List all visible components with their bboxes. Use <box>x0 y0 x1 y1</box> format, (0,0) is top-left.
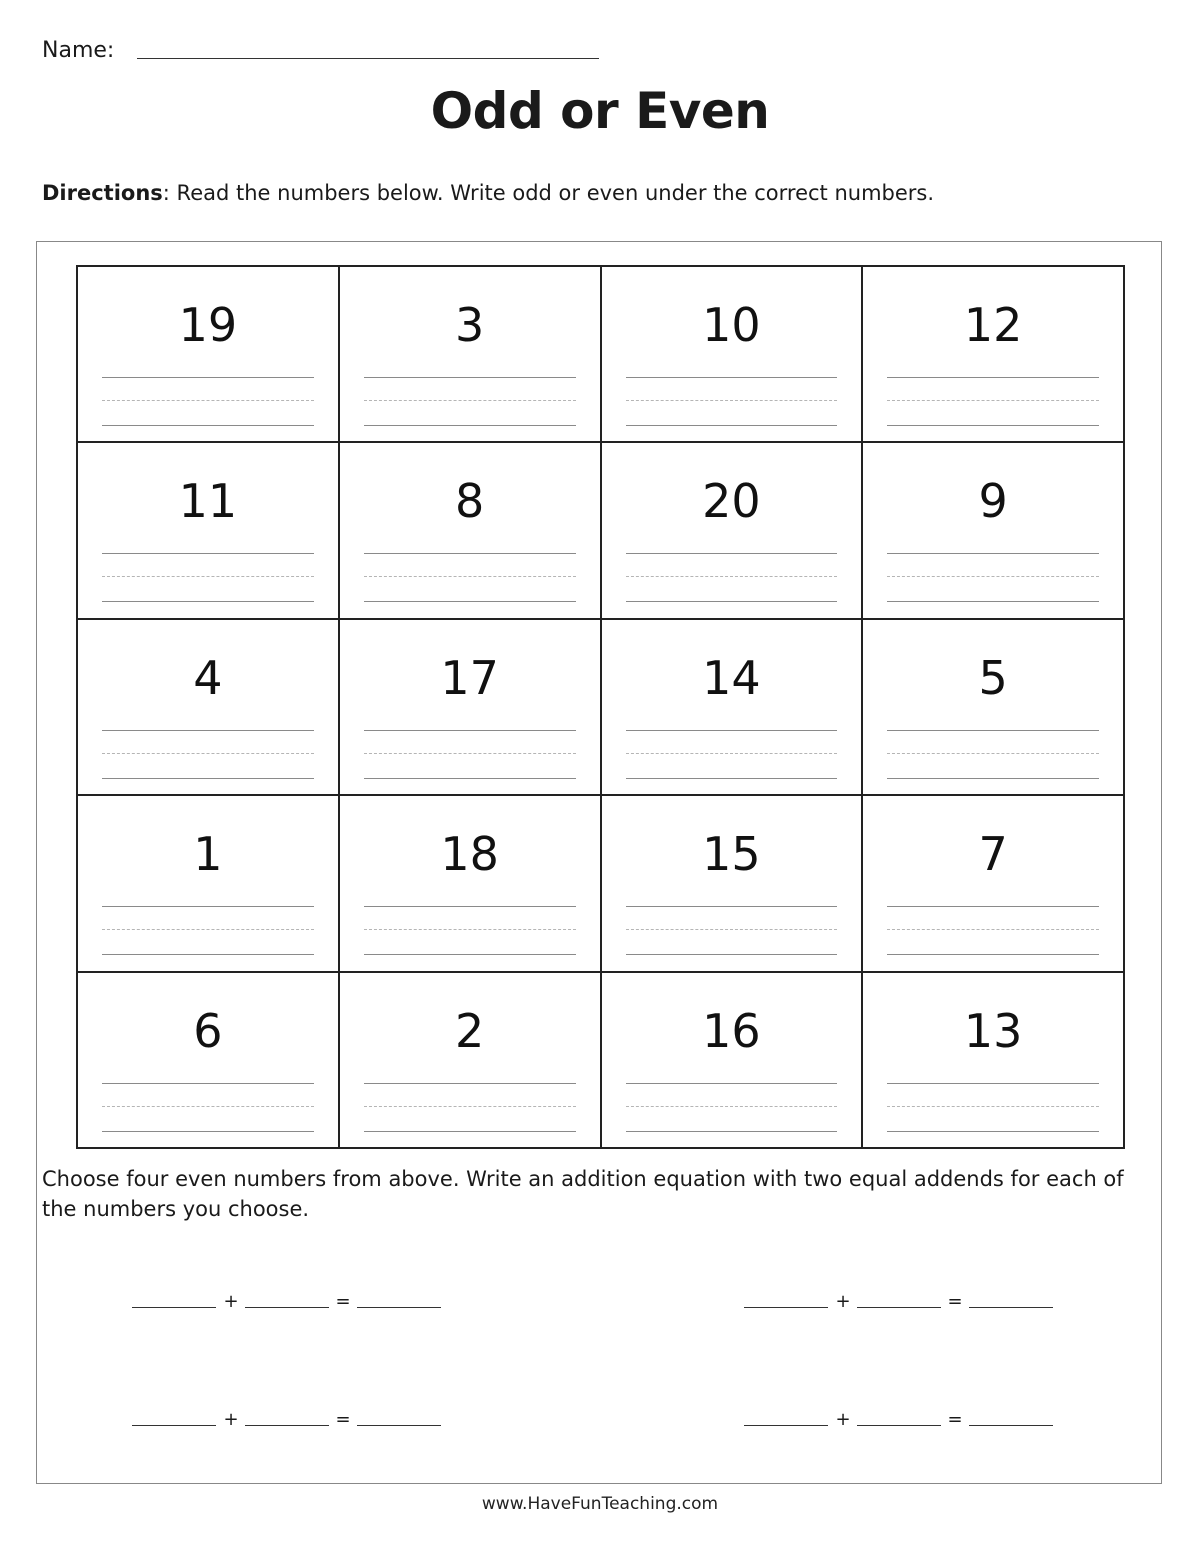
addend-blank[interactable] <box>744 1307 828 1308</box>
answer-line-midline <box>626 929 838 930</box>
answer-line-top[interactable] <box>887 553 1099 554</box>
answer-line-midline <box>364 753 576 754</box>
answer-line-midline <box>626 753 838 754</box>
answer-line-baseline[interactable] <box>364 425 576 426</box>
grid-cell <box>863 973 1125 1149</box>
equals-sign: = <box>335 1409 351 1430</box>
answer-line-top[interactable] <box>364 377 576 378</box>
answer-line-top[interactable] <box>887 906 1099 907</box>
equals-sign: = <box>947 1291 963 1312</box>
addend-blank[interactable] <box>744 1425 828 1426</box>
name-field[interactable] <box>137 58 599 59</box>
grid-cell <box>863 267 1125 443</box>
answer-line-midline <box>887 400 1099 401</box>
answer-line-top[interactable] <box>364 553 576 554</box>
answer-line-baseline[interactable] <box>102 1131 314 1132</box>
grid-number: 18 <box>440 827 499 882</box>
directions <box>42 178 1162 208</box>
answer-line-baseline[interactable] <box>626 601 838 602</box>
grid-number: 3 <box>454 298 485 352</box>
grid-number: 1 <box>193 827 223 882</box>
directions-text: : Read the numbers below. Write odd or even under the correct numbers. <box>162 181 935 205</box>
grid-cell <box>340 973 602 1149</box>
grid-number: 19 <box>178 298 238 352</box>
equals-sign: = <box>947 1409 963 1430</box>
answer-line-midline <box>887 929 1099 930</box>
answer-line-baseline[interactable] <box>102 778 314 779</box>
equation-1 <box>132 1287 442 1317</box>
plus-sign: + <box>835 1291 851 1312</box>
answer-line-baseline[interactable] <box>102 601 314 602</box>
grid-number: 17 <box>440 650 499 705</box>
answer-line-baseline[interactable] <box>887 425 1099 426</box>
answer-line-baseline[interactable] <box>364 954 576 955</box>
answer-line-top[interactable] <box>887 377 1099 378</box>
answer-line-midline <box>102 576 314 577</box>
answer-line-top[interactable] <box>626 906 838 907</box>
addend-blank[interactable] <box>132 1425 216 1426</box>
grid-cell <box>863 796 1125 972</box>
answer-line-top[interactable] <box>626 1083 838 1084</box>
answer-line-midline <box>626 400 838 401</box>
equation-3 <box>132 1405 442 1435</box>
plus-sign: + <box>835 1409 851 1430</box>
answer-line-midline <box>364 929 576 930</box>
grid-number: 13 <box>963 1003 1023 1058</box>
addend-blank[interactable] <box>132 1307 216 1308</box>
answer-line-top[interactable] <box>102 1083 314 1084</box>
grid-cell <box>602 443 864 619</box>
answer-line-baseline[interactable] <box>626 954 838 955</box>
answer-line-midline <box>626 576 838 577</box>
grid-cell <box>340 443 602 619</box>
equation-2 <box>744 1287 1054 1317</box>
grid-number: 8 <box>454 474 485 529</box>
grid-cell <box>602 267 864 443</box>
answer-line-midline <box>102 1106 314 1107</box>
grid-number: 11 <box>178 474 238 529</box>
grid-cell <box>78 796 340 972</box>
answer-line-baseline[interactable] <box>887 778 1099 779</box>
addend-blank[interactable] <box>245 1307 329 1308</box>
grid-cell <box>602 620 864 796</box>
grid-cell <box>78 267 340 443</box>
grid-number: 9 <box>978 474 1008 529</box>
sum-blank[interactable] <box>969 1307 1053 1308</box>
answer-line-baseline[interactable] <box>364 1131 576 1132</box>
plus-sign: + <box>223 1291 239 1312</box>
grid-cell <box>78 443 340 619</box>
grid-number: 14 <box>702 650 761 705</box>
answer-line-baseline[interactable] <box>887 954 1099 955</box>
grid-number: 4 <box>193 650 223 705</box>
answer-line-midline <box>102 929 314 930</box>
name-label: Name: <box>42 38 115 63</box>
grid-cell <box>863 443 1125 619</box>
grid-number: 16 <box>702 1003 761 1058</box>
directions-label: Directions <box>42 181 163 205</box>
answer-line-top[interactable] <box>364 730 576 731</box>
answer-line-baseline[interactable] <box>102 954 314 955</box>
answer-line-baseline[interactable] <box>626 425 838 426</box>
grid-cell <box>78 973 340 1149</box>
sum-blank[interactable] <box>969 1425 1053 1426</box>
plus-sign: + <box>223 1409 239 1430</box>
equation-4 <box>744 1405 1054 1435</box>
grid-cell <box>340 620 602 796</box>
grid-cell <box>340 796 602 972</box>
answer-line-baseline[interactable] <box>887 1131 1099 1132</box>
answer-line-midline <box>887 576 1099 577</box>
answer-line-top[interactable] <box>626 553 838 554</box>
answer-line-baseline[interactable] <box>887 601 1099 602</box>
answer-line-midline <box>364 576 576 577</box>
grid-cell <box>78 620 340 796</box>
sum-blank[interactable] <box>357 1425 441 1426</box>
grid-cell <box>340 267 602 443</box>
answer-line-baseline[interactable] <box>626 1131 838 1132</box>
addend-blank[interactable] <box>857 1425 941 1426</box>
answer-line-baseline[interactable] <box>364 601 576 602</box>
answer-line-midline <box>626 1106 838 1107</box>
grid-cell <box>863 620 1125 796</box>
addend-blank[interactable] <box>245 1425 329 1426</box>
answer-line-top[interactable] <box>364 1083 576 1084</box>
answer-line-top[interactable] <box>102 553 314 554</box>
answer-line-baseline[interactable] <box>364 778 576 779</box>
grid-number: 7 <box>978 827 1008 882</box>
answer-line-midline <box>364 1106 576 1107</box>
answer-line-top[interactable] <box>364 906 576 907</box>
answer-line-midline <box>887 1106 1099 1107</box>
answer-line-top[interactable] <box>102 377 314 378</box>
grid-cell <box>602 973 864 1149</box>
grid-number: 20 <box>702 474 761 529</box>
answer-line-midline <box>102 400 314 401</box>
sum-blank[interactable] <box>357 1307 441 1308</box>
grid-number: 5 <box>978 650 1008 705</box>
number-grid <box>76 265 1125 1149</box>
answer-line-midline <box>887 753 1099 754</box>
grid-number: 10 <box>702 298 761 352</box>
answer-line-baseline[interactable] <box>626 778 838 779</box>
addend-blank[interactable] <box>857 1307 941 1308</box>
footer-website: www.HaveFunTeaching.com <box>481 1494 719 1514</box>
grid-number: 15 <box>702 827 761 882</box>
answer-line-top[interactable] <box>887 1083 1099 1084</box>
grid-number: 6 <box>193 1003 223 1058</box>
grid-number: 2 <box>454 1003 485 1058</box>
answer-line-top[interactable] <box>626 730 838 731</box>
grid-cell <box>602 796 864 972</box>
answer-line-top[interactable] <box>102 730 314 731</box>
answer-line-top[interactable] <box>626 377 838 378</box>
answer-line-baseline[interactable] <box>102 425 314 426</box>
equation-instructions: Choose four even numbers from above. Write an addition equation with two equal addends for each of the numbers you choose. <box>42 1167 1124 1221</box>
answer-line-midline <box>364 400 576 401</box>
page-title: Odd or Even <box>430 82 770 140</box>
grid-number: 12 <box>963 298 1023 352</box>
answer-line-top[interactable] <box>887 730 1099 731</box>
answer-line-top[interactable] <box>102 906 314 907</box>
answer-line-midline <box>102 753 314 754</box>
equals-sign: = <box>335 1291 351 1312</box>
